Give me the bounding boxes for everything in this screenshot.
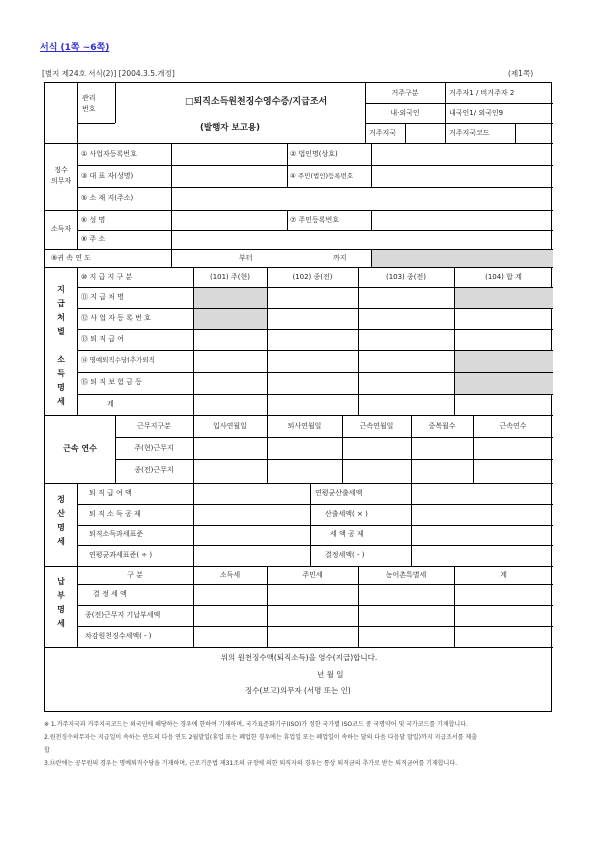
form-notes [44, 718, 554, 770]
payer-name-row: ⑪ 지 급 처 명 [81, 293, 124, 301]
payment-sum-row: 계 [107, 400, 114, 408]
resident-type-label: 거주구분 [391, 89, 419, 97]
page-number: (제1쪽) [508, 69, 534, 78]
issue-date: 년 월 일 [317, 670, 344, 679]
settlement-side-label: 정 산 명 세 [57, 495, 65, 546]
service-header-workplace: 근무지구분 [137, 422, 171, 430]
tax-header-total: 계 [500, 571, 507, 579]
residence-country-label: 거주지국 [369, 129, 397, 137]
service-years-label: 근속 연수 [63, 444, 97, 453]
management-number-label: 관리 번호 [82, 94, 96, 113]
period-from-label: 부터 [239, 254, 253, 262]
withholder-signature-line: 징수(보고)의무자 (서명 또는 인) [245, 686, 351, 695]
resident-type-value: 거주자1 / 비거주자 2 [449, 89, 515, 97]
payer-biz-number-row: ⑫ 사 업 자 등 록 번 호 [81, 314, 151, 322]
note-2-cont: 합 [44, 747, 50, 754]
residence-country-code-label: 거주지국코드 [449, 129, 490, 137]
calculated-tax-label: 산출세액( × ) [325, 510, 368, 518]
honorary-retirement-row: ⑭ 명예퇴직수당(추가퇴직 [81, 356, 155, 364]
retirement-pay-total-label: 퇴 직 급 여 액 [89, 489, 132, 497]
biz-reg-number-label: ① 사업자등록번호 [81, 150, 137, 158]
payment-col-previous-2: (103) 종(전) [385, 273, 427, 281]
tax-header-category: 구 분 [127, 571, 143, 579]
attribution-year-label: ⑨귀 속 연 도 [51, 254, 91, 262]
service-header-years: 근속연수 [499, 422, 527, 430]
tax-credit-label: 세 액 공 제 [330, 530, 364, 538]
payment-type-header: ⑩ 지 급 지 구 분 [81, 273, 133, 281]
form-series-title: 서식 (1쪽 ~6쪽) [40, 43, 110, 53]
service-row-current: 주(현)근무지 [134, 444, 174, 452]
earner-resident-number-label: ⑦ 주민등록번호 [290, 216, 340, 224]
service-row-previous: 종(전)근무지 [134, 466, 174, 474]
retirement-deduction-label: 퇴 직 소 득 공 제 [89, 510, 141, 518]
annual-avg-tax-label: 연평균산출세액 [315, 489, 363, 497]
representative-label: ③ 대 표 자(성명) [81, 172, 134, 180]
withholder-group-label: 징수 의무자 [50, 166, 72, 185]
retirement-tax-base-label: 퇴직소득과세표준 [89, 530, 144, 538]
annual-avg-tax-base-label: 연평균과세표준( ÷ ) [89, 551, 153, 559]
service-header-overlap-months: 중복월수 [428, 422, 456, 430]
service-header-hire-date: 입사연월일 [213, 422, 247, 430]
corp-reg-number-label: ④ 주민(법인)등록번호 [290, 172, 354, 180]
nationality-value: 내국인1/ 외국인9 [449, 109, 504, 117]
note-2: 2.원천징수의무자는 지급일이 속하는 연도의 다음 연도 2월말일(휴업 또는 폐업한 경우에는 휴업일 또는 폐업일이 속하는 달의 다음 다음달 말일)까지 지급조서를 제출 [44, 734, 477, 741]
earner-name-label: ⑥ 성 명 [81, 216, 106, 224]
retirement-pay-row: ⑬ 퇴 직 급 여 [81, 335, 124, 343]
tax-row-prepaid: 종(전)근무지 기납부세액 [85, 611, 161, 619]
payment-col-total: (104) 합 계 [485, 273, 522, 281]
tax-header-income-tax: 소득세 [219, 571, 241, 579]
tax-row-net-withholding: 차감원천징수세액( - ) [85, 632, 152, 640]
note-3: 3.⑭란에는 공무원의 경우는 명예퇴직수당을 기재하며, 근로기준법 제31조의 규정에 의한 퇴직자의 경우는 통상 퇴직금의 추가로 받는 퇴직금여를 기재합니다. [44, 760, 458, 767]
tax-header-resident-tax: 주민세 [302, 571, 323, 579]
nationality-label: 내·외국인 [390, 109, 420, 117]
form-sub-title: (발행자 보고용) [200, 123, 260, 133]
service-header-leave-date: 퇴사연월일 [287, 422, 322, 430]
payment-col-previous-1: (102) 종(전) [292, 273, 333, 281]
payment-detail-side-label: 지 급 처 별 소 득 명 세 [57, 285, 65, 406]
note-1: ※ 1.거주지국과 거주지국코드는 외국인에 해당하는 경우에 한하여 기재하며, 국가표준화기구(ISO)가 정한 국가별 ISO코드 중 국명약어 및 국가코드를 기재합니다. [44, 721, 468, 728]
withholder-address-label: ⑤ 소 재 지(주소) [81, 194, 134, 202]
earner-group-label: 소득자 [50, 225, 72, 233]
tax-header-rural-tax: 농어촌특별세 [385, 571, 427, 579]
payment-col-current: (101) 주(현) [209, 273, 251, 281]
determined-tax-label: 결정세액( - ) [325, 551, 365, 559]
receipt-statement: 위의 원천징수액(퇴직소득)을 영수(지급)합니다. [220, 653, 378, 662]
tax-row-determined: 결 정 세 액 [93, 590, 127, 598]
form-main-title: □퇴직소득원천징수영수증/지급조서 [185, 97, 328, 107]
retirement-insurance-row: ⑮ 퇴 직 보 험 금 등 [81, 378, 142, 386]
tax-payment-side-label: 납 부 명 세 [57, 577, 65, 628]
corp-name-label: ② 법인명(상호) [290, 150, 338, 158]
earner-address-label: ⑧ 주 소 [81, 235, 106, 243]
form-reference: [별지 제24호 서식(2)] [2004.3.5.개정] [42, 69, 175, 78]
period-to-label: 까지 [333, 254, 347, 262]
withholding-receipt-form [44, 82, 552, 712]
service-header-service-date: 근속연월일 [359, 422, 394, 430]
